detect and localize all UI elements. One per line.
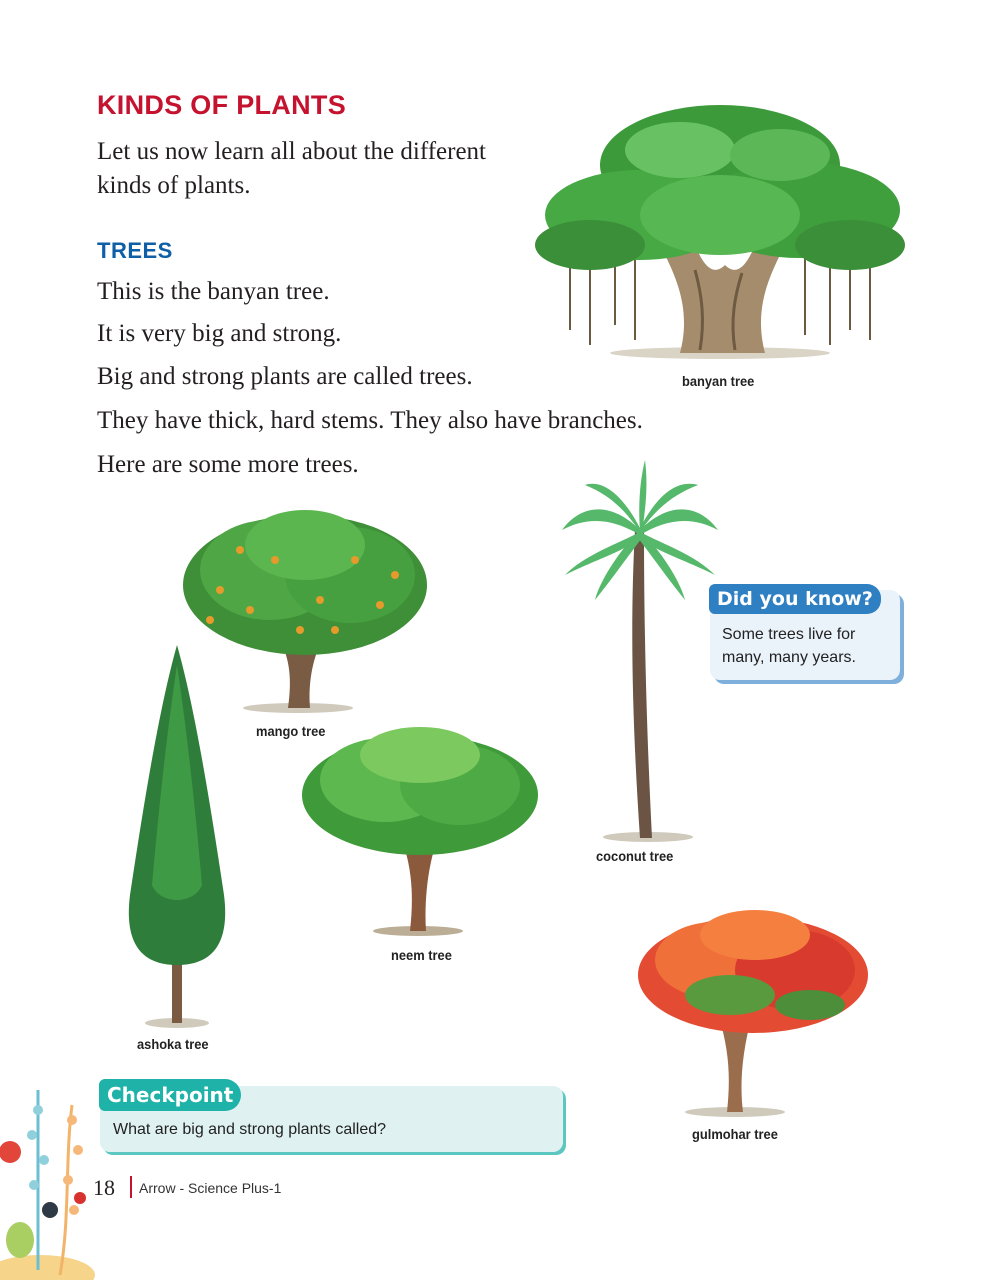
caption-banyan-tree: banyan tree	[682, 373, 755, 389]
did-you-know-label: Did you know?	[709, 584, 881, 614]
ashoka-tree-illustration	[120, 645, 230, 1030]
page-title: KINDS OF PLANTS	[97, 90, 347, 120]
caption-coconut-tree: coconut tree	[596, 848, 674, 864]
flower-decoration-illustration	[0, 1080, 95, 1280]
gulmohar-tree-illustration	[635, 905, 875, 1120]
text-line-1: This is the banyan tree.	[97, 278, 330, 305]
checkpoint-label: Checkpoint	[99, 1079, 241, 1111]
checkpoint-question: What are big and strong plants called?	[113, 1121, 387, 1138]
banyan-tree-illustration	[530, 95, 905, 365]
section-title-trees: TREES	[97, 238, 173, 263]
footer-divider	[130, 1176, 132, 1198]
coconut-tree-illustration	[560, 460, 720, 845]
intro-paragraph: Let us now learn all about the different kinds of plants.	[97, 138, 486, 199]
caption-mango-tree: mango tree	[256, 723, 326, 739]
text-line-2: It is very big and strong.	[97, 320, 342, 347]
footer-book-title: Arrow - Science Plus-1	[139, 1180, 282, 1196]
caption-ashoka-tree: ashoka tree	[137, 1036, 209, 1052]
caption-gulmohar-tree: gulmohar tree	[692, 1126, 778, 1142]
page-number: 18	[93, 1175, 115, 1200]
text-line-3: Big and strong plants are called trees.	[97, 363, 473, 390]
did-you-know-text: Some trees live for many, many years.	[722, 626, 856, 666]
caption-neem-tree: neem tree	[391, 947, 452, 963]
text-line-4: They have thick, hard stems. They also have branches.	[97, 407, 643, 434]
neem-tree-illustration	[300, 725, 540, 940]
text-line-5: Here are some more trees.	[97, 451, 359, 478]
